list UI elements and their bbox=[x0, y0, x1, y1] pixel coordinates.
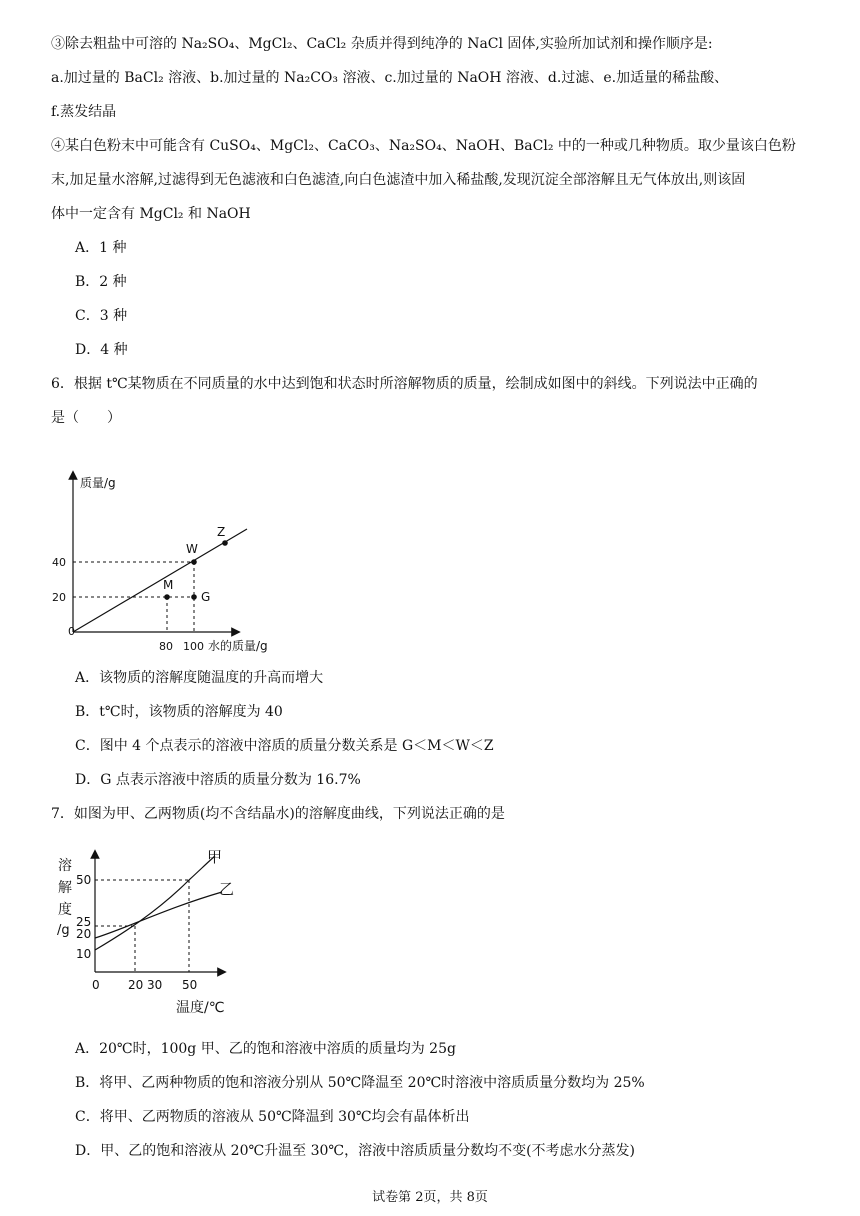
q7-series-yi: 乙 bbox=[219, 880, 235, 898]
item3-line-2: a.加过量的 BaCl₂ 溶液、b.加过量的 Na₂CO₃ 溶液、c.加过量的 NaOH 溶液、d.过滤、e.加适量的稀盐酸、 bbox=[51, 70, 729, 86]
q7-xtick-50: 50 bbox=[182, 978, 198, 992]
item4-line-2: 末,加足量水溶解,过滤得到无色滤液和白色滤渣,向白色滤渣中加入稀盐酸,发现沉淀全部溶解且无气体放出,则该固 bbox=[51, 172, 746, 188]
item4-line-1: ④某白色粉末中可能含有 CuSO₄、MgCl₂、CaCO₃、Na₂SO₄、NaOH、BaCl₂ 中的一种或几种物质。取少量该白色粉 bbox=[51, 138, 796, 154]
q7-ytick-50: 50 bbox=[76, 873, 92, 887]
q6-option-b: B．t℃时，该物质的溶解度为 40 bbox=[75, 704, 283, 720]
q6-label-g: G bbox=[201, 590, 211, 604]
q6-solubility-line bbox=[73, 529, 247, 632]
q7-ytick-10: 10 bbox=[76, 947, 92, 961]
q6-ytick-20: 20 bbox=[52, 591, 66, 604]
item3-line-1: ③除去粗盐中可溶的 Na₂SO₄、MgCl₂、CaCl₂ 杂质并得到纯净的 NaCl 固体,实验所加试剂和操作顺序是: bbox=[51, 36, 713, 52]
q6-option-a: A．该物质的溶解度随温度的升高而增大 bbox=[75, 670, 324, 686]
q5-option-d: D．4 种 bbox=[75, 342, 128, 358]
q7-ylabel-4: /g bbox=[57, 923, 70, 938]
q6-option-c: C．图中 4 个点表示的溶液中溶质的质量分数关系是 G＜M＜W＜Z bbox=[75, 738, 494, 754]
q6-stem-line-2: 是（ ） bbox=[51, 410, 121, 426]
q7-xtick-30: 30 bbox=[147, 978, 163, 992]
q7-xtick-0: 0 bbox=[92, 978, 100, 992]
item3-line-3: f.蒸发结晶 bbox=[51, 104, 117, 120]
q6-xlabel: 水的质量/g bbox=[208, 639, 268, 653]
item4-line-3: 体中一定含有 MgCl₂ 和 NaOH bbox=[51, 206, 251, 222]
q5-option-b: B．2 种 bbox=[75, 274, 127, 290]
q6-point-z bbox=[222, 540, 228, 546]
q7-curve-yi bbox=[95, 892, 222, 938]
q6-ytick-40: 40 bbox=[52, 556, 66, 569]
q7-ylabel-2: 解 bbox=[58, 880, 72, 896]
q7-figure bbox=[52, 842, 252, 1022]
q7-ytick-20: 20 bbox=[76, 927, 92, 941]
q7-xlabel: 温度/℃ bbox=[176, 1000, 225, 1016]
q5-option-c: C．3 种 bbox=[75, 308, 128, 324]
q6-ylabel: 质量/g bbox=[80, 476, 116, 490]
q6-stem-line-1: 6．根据 t℃某物质在不同质量的水中达到饱和状态时所溶解物质的质量，绘制成如图中的斜线。下列说法中正确的 bbox=[51, 376, 758, 392]
q6-point-g bbox=[191, 594, 197, 600]
q6-xtick-100: 100 bbox=[183, 640, 204, 653]
q6-point-w bbox=[191, 559, 197, 565]
q7-ylabel-3: 度 bbox=[58, 902, 72, 918]
q7-stem: 7．如图为甲、乙两物质(均不含结晶水)的溶解度曲线，下列说法正确的是 bbox=[51, 806, 505, 822]
q7-ylabel-1: 溶 bbox=[58, 858, 72, 874]
q6-figure bbox=[50, 465, 290, 660]
q5-option-a: A．1 种 bbox=[75, 240, 127, 256]
q7-series-jia: 甲 bbox=[207, 848, 223, 866]
q6-option-d: D．G 点表示溶液中溶质的质量分数为 16.7% bbox=[75, 772, 361, 788]
q6-point-m bbox=[164, 594, 170, 600]
q7-ytick-25: 25 bbox=[76, 915, 92, 929]
q7-option-a: A．20℃时，100g 甲、乙的饱和溶液中溶质的质量均为 25g bbox=[75, 1041, 456, 1057]
q7-option-d: D．甲、乙的饱和溶液从 20℃升温至 30℃，溶液中溶质质量分数均不变(不考虑水分蒸发) bbox=[75, 1143, 635, 1159]
q6-label-z: Z bbox=[217, 525, 226, 539]
q6-label-m: M bbox=[163, 578, 174, 592]
q6-xtick-80: 80 bbox=[159, 640, 173, 653]
q7-curve-jia bbox=[95, 856, 215, 950]
q7-option-b: B．将甲、乙两种物质的饱和溶液分别从 50℃降温至 20℃时溶液中溶质质量分数均为 25% bbox=[75, 1075, 645, 1091]
page-footer: 试卷第 2页，共 8页 bbox=[372, 1190, 488, 1205]
q7-option-c: C．将甲、乙两物质的溶液从 50℃降温到 30℃均会有晶体析出 bbox=[75, 1109, 470, 1125]
q6-label-w: W bbox=[186, 542, 198, 556]
q7-xtick-20: 20 bbox=[128, 978, 144, 992]
q6-origin-label: 0 bbox=[68, 625, 75, 638]
